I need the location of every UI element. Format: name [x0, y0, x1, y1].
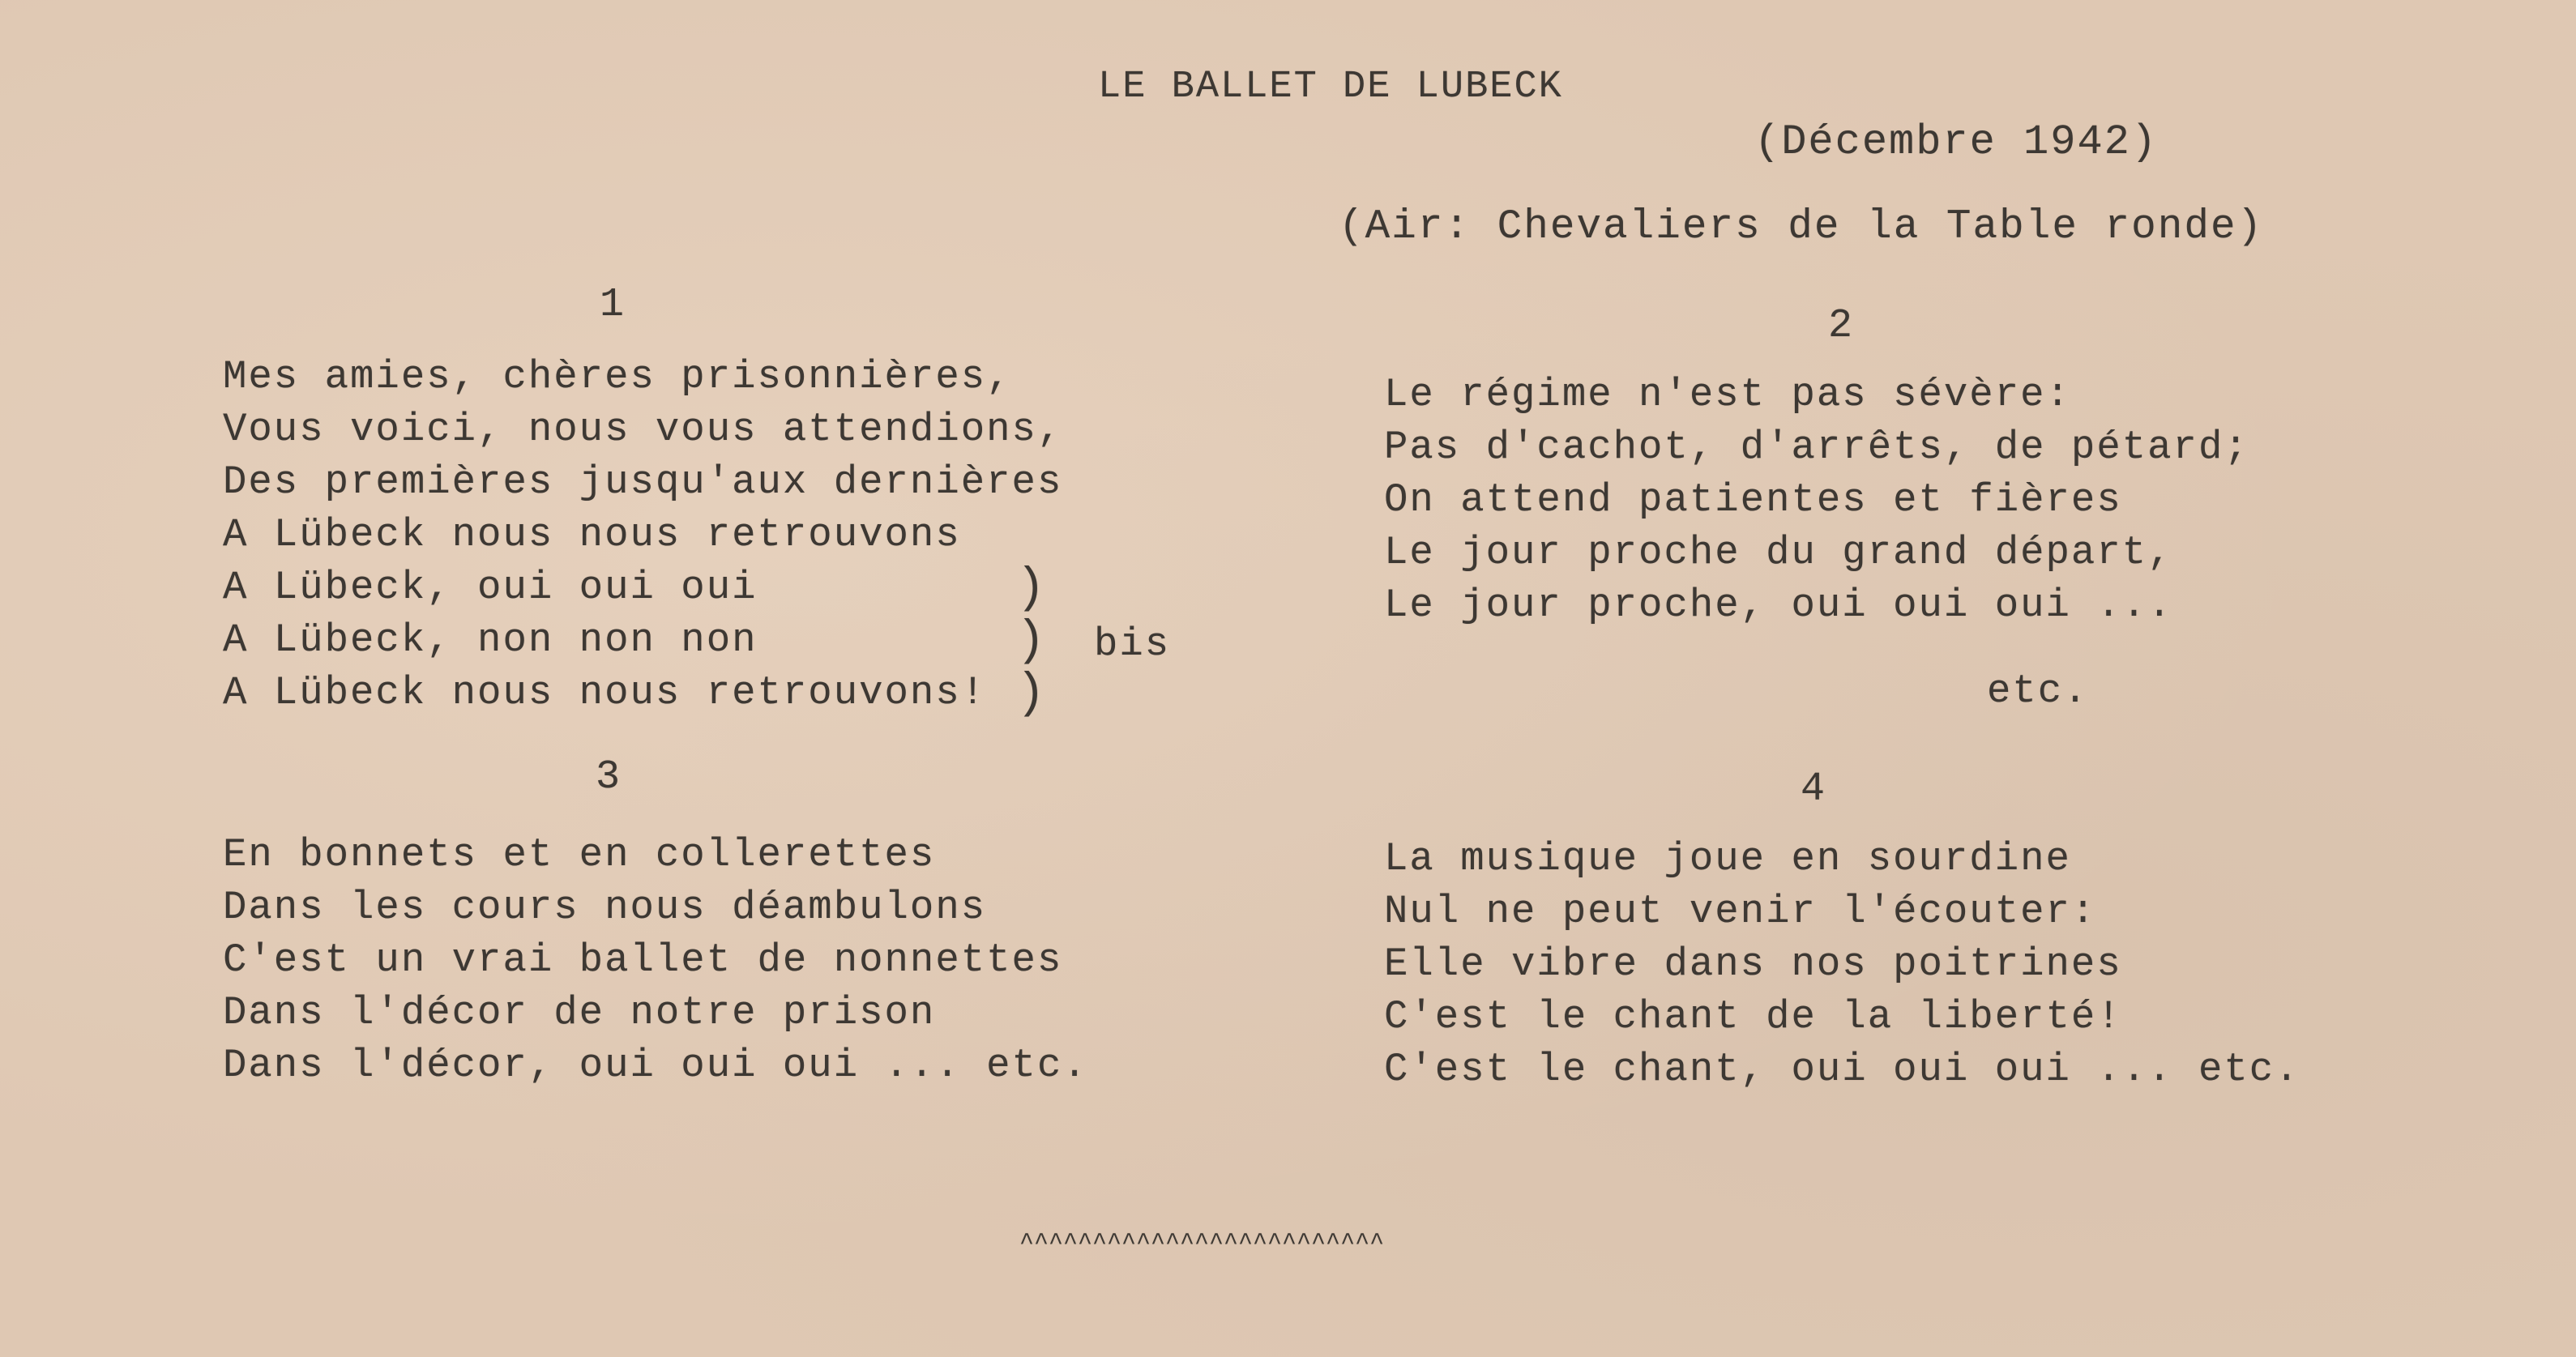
verse-2	[1384, 369, 2249, 632]
verse-3-number: 3	[596, 754, 621, 800]
verse-line: A Lübeck, non non non	[223, 617, 758, 663]
caret-divider: ^^^^^^^^^^^^^^^^^^^^^^^^^	[1019, 1230, 1385, 1257]
refrain-bracket: )	[1016, 614, 1046, 669]
verse-2-number: 2	[1828, 303, 1853, 349]
verse-line: En bonnets et en collerettes	[223, 832, 936, 877]
verse-line: Pas d'cachot, d'arrêts, de pétard;	[1384, 425, 2249, 470]
verse-line: Mes amies, chères prisonnières,	[223, 354, 1012, 399]
verse-line: Elle vibre dans nos poitrines	[1384, 941, 2122, 987]
verse-4-number: 4	[1801, 766, 1826, 813]
verse-line: C'est un vrai ballet de nonnettes	[223, 937, 1063, 983]
verse-line: Nul ne peut venir l'écouter:	[1384, 889, 2097, 934]
verse-1	[223, 351, 1063, 722]
verse-line: A Lübeck nous nous retrouvons	[223, 512, 961, 557]
verse-line: C'est le chant de la liberté!	[1384, 994, 2122, 1039]
verse-line: C'est le chant, oui oui oui ... etc.	[1384, 1047, 2300, 1092]
verse-line: A Lübeck, oui oui oui	[223, 565, 758, 610]
verse-line: Des premières jusqu'aux dernières	[223, 459, 1063, 505]
verse-line: On attend patientes et fières	[1384, 477, 2122, 523]
refrain-bracket: )	[1016, 561, 1046, 617]
verse-line: Le régime n'est pas sévère:	[1384, 372, 2071, 417]
verse-line: La musique joue en sourdine	[1384, 836, 2071, 881]
refrain-bracket: )	[1016, 667, 1046, 722]
verse-line: Dans les cours nous déambulons	[223, 885, 987, 930]
verse-3	[223, 829, 1088, 1092]
song-title: LE BALLET DE LUBECK	[1098, 66, 1563, 109]
verse-line: Dans l'décor, oui oui oui ... etc.	[223, 1043, 1088, 1088]
song-tune: (Air: Chevaliers de la Table ronde)	[1339, 204, 2264, 250]
refrain-bis-marker: bis	[1094, 621, 1171, 667]
verse-4	[1384, 833, 2300, 1096]
verse-line: Vous voici, nous vous attendions,	[223, 407, 1063, 452]
verse-line: A Lübeck nous nous retrouvons!	[223, 670, 987, 715]
verse-line: Le jour proche du grand départ,	[1384, 530, 2173, 575]
verse-2-etc: etc.	[1987, 668, 2089, 714]
verse-line: Dans l'décor de notre prison	[223, 990, 936, 1035]
verse-1-number: 1	[600, 282, 625, 328]
verse-line: Le jour proche, oui oui oui ...	[1384, 582, 2173, 628]
song-date: (Décembre 1942)	[1754, 118, 2159, 166]
